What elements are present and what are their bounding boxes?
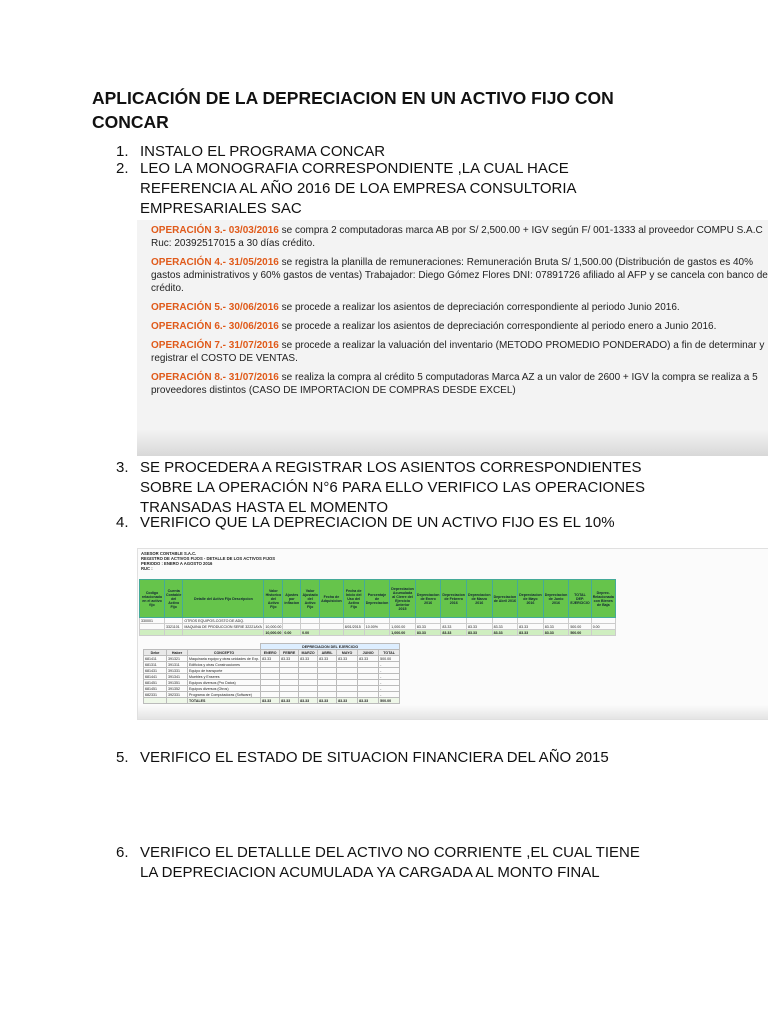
summary-cell: 391341: [167, 674, 188, 680]
summary-cell: Equipos diversos (Otros): [188, 686, 261, 692]
summary-cell: 681431: [144, 668, 167, 674]
list-number: 6.: [116, 844, 129, 861]
summary-cell: 83.33: [318, 656, 337, 662]
table-cell: 83.33: [441, 624, 467, 630]
summary-cell: 391352: [167, 686, 188, 692]
summary-cell: 681411: [144, 656, 167, 662]
list-number: 2.: [116, 160, 129, 177]
column-header: Depreciacion Acumulada al Cierre del Ejercicio Anterior 2015: [390, 580, 416, 618]
summary-total-cell: TOTALES: [188, 698, 261, 704]
fixed-asset-spreadsheet: [137, 548, 768, 720]
column-header: Depreciacion de Abril 2016: [492, 580, 518, 618]
column-header: Cuenta Contable del Activo Fijo: [165, 580, 183, 618]
column-header: Depreciacion de Febrero 2016: [441, 580, 467, 618]
table-cell: 83.33: [467, 624, 493, 630]
summary-total-cell: 83.33: [337, 698, 358, 704]
column-header: Depreciacion de Mayo 2016: [518, 580, 544, 618]
total-cell: [343, 630, 364, 636]
summary-column-header: Debe: [144, 650, 167, 656]
total-cell: [140, 630, 165, 636]
table-cell: 83.33: [415, 624, 441, 630]
summary-total-cell: 500.00: [379, 698, 400, 704]
summary-cell: 391331: [167, 668, 188, 674]
summary-column-header: ABRIL: [318, 650, 337, 656]
table-cell: 83.33: [543, 624, 569, 630]
summary-cell: -: [379, 674, 400, 680]
summary-column-header: TOTAL: [379, 650, 400, 656]
table-cell: 83.33: [492, 624, 518, 630]
list-text: TRANSADAS HASTA EL MOMENTO: [140, 499, 389, 516]
summary-cell: 391351: [167, 680, 188, 686]
operation-entry: [151, 256, 768, 295]
asset-register-table: [139, 579, 616, 636]
column-header: Depreciacion de Enero 2016: [415, 580, 441, 618]
summary-cell: 681451: [144, 680, 167, 686]
total-cell: [591, 630, 615, 636]
total-cell: 83.33: [467, 630, 493, 636]
summary-cell: -: [379, 686, 400, 692]
summary-column-header: MAYO: [337, 650, 358, 656]
total-cell: [165, 630, 183, 636]
column-header: Valor Historico del Activo Fijo: [264, 580, 283, 618]
summary-cell: 83.33: [261, 656, 280, 662]
operation-text: se compra 2 computadoras marca AB por S/ 2,500.00 + IGV según F/ 001-1333 al proveedor COMPU S.A.C Ruc: 20392517015 a 30 días crédito.: [151, 225, 763, 249]
summary-column-header: ENERO: [261, 650, 280, 656]
table-cell: 8/01/2015: [343, 624, 364, 630]
list-number: 3.: [116, 459, 129, 476]
total-cell: 10,000.00: [265, 630, 282, 635]
operations-image: [137, 220, 768, 456]
list-number: 4.: [116, 514, 129, 531]
summary-column-header: MARZO: [299, 650, 318, 656]
column-header: Depreciacion de Junio 2016: [543, 580, 569, 618]
list-text: INSTALO EL PROGRAMA CONCAR: [140, 143, 386, 160]
summary-cell: Maquinaria equipo y otras unidades de Exp.: [189, 656, 260, 661]
total-cell: 83.33: [518, 630, 544, 636]
summary-cell: 391321: [167, 656, 188, 662]
total-cell: 83.33: [492, 630, 518, 636]
summary-cell: 500.00: [379, 656, 400, 662]
list-text: VERIFICO EL DETALLLE DEL ACTIVO NO CORRIENTE ,EL CUAL TIENE: [140, 844, 640, 861]
total-cell: 83.33: [415, 630, 441, 636]
summary-cell: 83.33: [358, 656, 379, 662]
operation-heading: OPERACIÓN 3.- 03/03/2016: [151, 225, 279, 236]
column-header: Porcentaje de Depreciacion: [364, 580, 390, 618]
summary-cell: 681441: [144, 674, 167, 680]
operation-entry: [151, 320, 768, 333]
operation-text: se procede a realizar la valuación del inventario (METODO PROMEDIO PONDERADO) a fin de determinar y registrar el COSTO DE VENTAS.: [151, 340, 765, 364]
total-cell: [364, 630, 390, 636]
summary-total-cell: [167, 698, 188, 704]
summary-cell: Muebles y Enseres: [188, 674, 261, 680]
list-number: 5.: [116, 749, 129, 766]
summary-cell: Programa de Computadoras (Software): [188, 692, 261, 698]
table-cell: 83.33: [518, 624, 544, 630]
document-title: APLICACIÓN DE LA DEPRECIACION EN UN ACTIVO FIJO CON CONCAR: [92, 88, 614, 132]
operation-heading: OPERACIÓN 8.- 31/07/2016: [151, 372, 279, 383]
total-cell: 83.33: [543, 630, 569, 636]
operation-text: se procede a realizar los asientos de depreciación correspondiente al periodo Junio 2016.: [278, 302, 680, 313]
summary-cell: 391311: [167, 662, 188, 668]
list-number: 1.: [116, 143, 129, 160]
list-text: REFERENCIA AL AÑO 2016 DE LOA EMPRESA CONSULTORIA: [140, 180, 577, 197]
summary-cell: Equipo de transporte: [188, 668, 261, 674]
list-text: LEO LA MONOGRAFIA CORRESPONDIENTE ,LA CUAL HACE: [140, 160, 569, 177]
column-header: Depreciacion de Marzo 2016: [467, 580, 493, 618]
column-header: Valor Ajustado del Activo Fijo: [301, 580, 320, 618]
operation-text: se procede a realizar los asientos de depreciación correspondiente al periodo enero a Junio 2016.: [278, 321, 717, 332]
summary-column-header: FEBRE: [280, 650, 299, 656]
total-cell: 0.00: [301, 630, 320, 636]
list-text: SE PROCEDERA A REGISTRAR LOS ASIENTOS CORRESPONDIENTES: [140, 459, 642, 476]
operation-heading: OPERACIÓN 6.- 30/06/2016: [151, 321, 279, 332]
total-cell: 500.00: [569, 630, 591, 636]
operation-text: se registra la planilla de remuneraciones: Remuneración Bruta S/ 1,500.00 (Distribución de gastos es 40% gastos administrativos y 60% gastos de ventas) Trabajador: Diego Gómez Flores DNI: 07891726 afiliado al AFP y se cancela con banco de crédito.: [151, 257, 768, 294]
operation-entry: [151, 371, 768, 397]
list-text: LA DEPRECIACION ACUMULADA YA CARGADA AL MONTO FINAL: [140, 864, 600, 881]
table-cell: 10.00%: [364, 624, 390, 630]
operation-entry: [151, 224, 768, 250]
operation-heading: OPERACIÓN 4.- 31/05/2016: [151, 257, 279, 268]
total-cell: [320, 630, 344, 636]
summary-cell: 83.33: [280, 656, 299, 662]
summary-title: DEPRECIACION DEL EJERCICIO: [261, 644, 400, 650]
table-cell: 10,000.00: [265, 624, 282, 629]
column-header: Ajustes por inflacion: [283, 580, 301, 618]
summary-column-header: JUNIO: [358, 650, 379, 656]
column-header: Codigo relacionado en el activo fijo: [140, 580, 165, 618]
operation-entry: [151, 301, 768, 314]
table-cell: 0.00: [591, 624, 615, 630]
list-text: EMPRESARIALES SAC: [140, 200, 302, 217]
operation-entry: [151, 339, 768, 365]
total-cell: 1,000.00: [390, 630, 416, 636]
summary-cell: Edificios y otras Construcciones: [188, 662, 261, 668]
summary-cell: -: [379, 692, 400, 698]
column-header: Fecha de Adquisicion: [320, 580, 344, 618]
table-cell: 3321101: [165, 624, 183, 630]
operation-heading: OPERACIÓN 7.- 31/07/2016: [151, 340, 279, 351]
total-cell: 0.00: [283, 630, 301, 636]
list-text: VERIFICO QUE LA DEPRECIACION DE UN ACTIVO FIJO ES EL 10%: [140, 514, 615, 531]
summary-total-cell: 83.33: [318, 698, 337, 704]
summary-cell: 83.33: [299, 656, 318, 662]
list-text: VERIFICO EL ESTADO DE SITUACION FINANCIERA DEL AÑO 2015: [140, 749, 609, 766]
summary-cell: 83.33: [337, 656, 358, 662]
summary-cell: 681451: [144, 686, 167, 692]
summary-cell: Equipos diversos (Pro Datos): [188, 680, 261, 686]
summary-cell: -: [379, 680, 400, 686]
summary-cell: 682331: [144, 692, 167, 698]
row-group-label: OTROS EQUIPOS-COSTO DE ADQ.: [183, 618, 264, 624]
row-code: 330001: [140, 618, 165, 624]
depreciation-summary-table: [143, 643, 400, 704]
sheet-header-line: RUC :: [141, 566, 153, 571]
sheet-header-line: REGISTRO DE ACTIVOS FIJOS - DETALLE DE LOS ACTIVOS FIJOS: [141, 556, 276, 561]
list-text: SOBRE LA OPERACIÓN N°6 PARA ELLO VERIFICO LAS OPERACIONES: [140, 479, 646, 496]
sheet-header-line: ASESOR CONTABLE S.A.C.: [141, 551, 197, 556]
summary-cell: 681311: [144, 662, 167, 668]
column-header: Fecha de Inicio del Uso del Activo Fijo: [343, 580, 364, 618]
total-cell: [183, 630, 264, 636]
table-cell: 1,000.00: [390, 624, 416, 630]
summary-total-cell: 83.33: [358, 698, 379, 704]
summary-cell: 392331: [167, 692, 188, 698]
total-cell: 83.33: [441, 630, 467, 636]
summary-cell: -: [379, 662, 400, 668]
column-header: TOTAL DEP. EJERCICIO: [569, 580, 591, 618]
table-cell: 500.00: [569, 624, 591, 630]
table-cell: MAQUINA DE PRODUCCION SERIE 32221AYA: [184, 624, 262, 629]
operation-heading: OPERACIÓN 5.- 30/06/2016: [151, 302, 279, 313]
summary-total-cell: [144, 698, 167, 704]
summary-total-cell: 83.33: [299, 698, 318, 704]
summary-cell: -: [379, 668, 400, 674]
column-header: Detalle del Activo Fijo Descripcion: [183, 580, 264, 618]
operation-text: se realiza la compra al crédito 5 computadoras Marca AZ a un valor de 2600 + IGV la compra se realiza a 5 proveedores distintos (CASO DE IMPORTACION DE COMPRAS DESDE EXCEL): [151, 372, 758, 396]
summary-column-header: CONCEPTO: [188, 650, 261, 656]
summary-column-header: Haber: [167, 650, 188, 656]
summary-total-cell: 83.33: [280, 698, 299, 704]
column-header: Deprec. Relacionada con Bienes de Baja: [591, 580, 615, 618]
summary-total-cell: 83.33: [261, 698, 280, 704]
sheet-header-line: PERIODO : ENERO A AGOSTO 2016: [141, 561, 213, 566]
